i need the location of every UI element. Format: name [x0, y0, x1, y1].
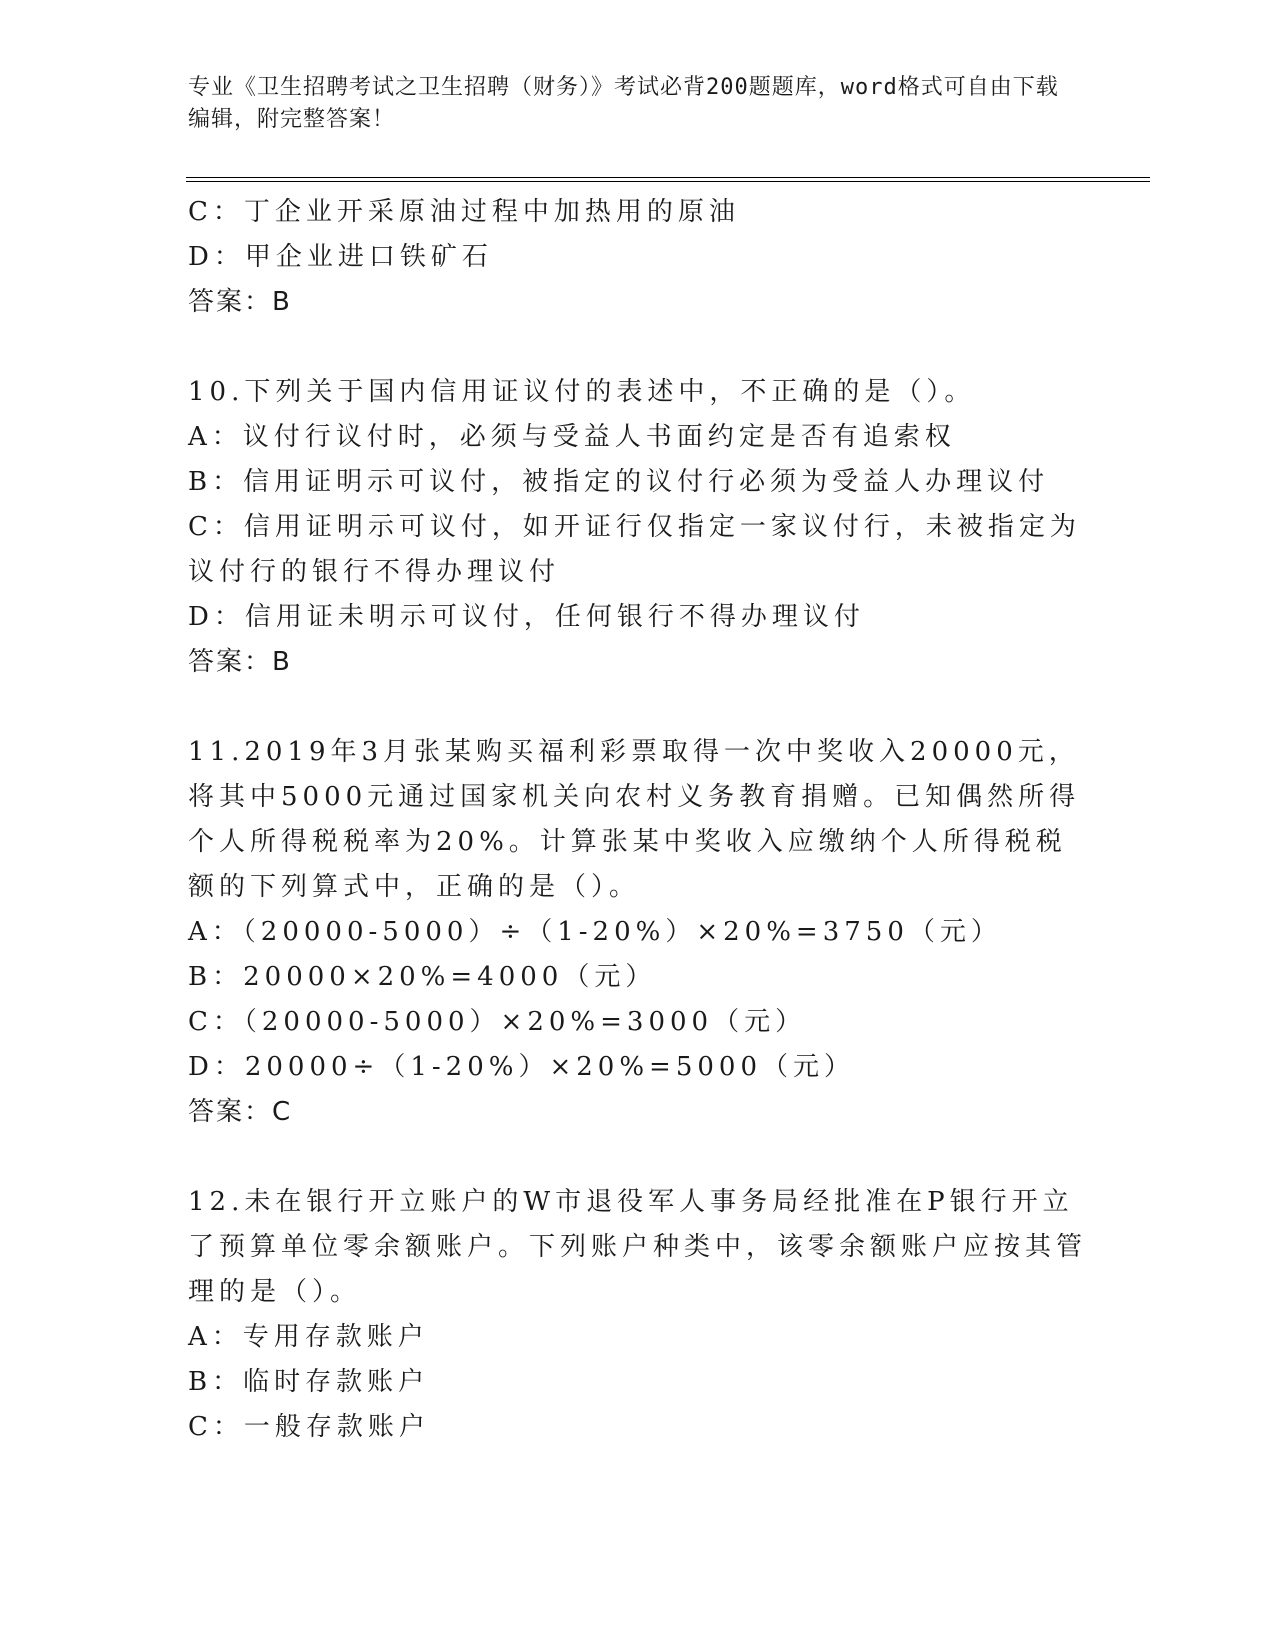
option-b: B：信用证明示可议付，被指定的议付行必须为受益人办理议付	[188, 467, 1050, 497]
option-a: A：议付行议付时，必须与受益人书面约定是否有追索权	[188, 422, 956, 452]
option-c: C：丁企业开采原油过程中加热用的原油	[188, 197, 740, 227]
option-c: C：（20000-5000）×20%=3000（元）	[188, 1007, 807, 1037]
question-stem: 12.未在银行开立账户的W市退役军人事务局经批准在P银行开立了预算单位零余额账户。下列账户种类中，该零余额账户应按其管理的是（）。	[188, 1187, 1088, 1307]
question-content	[188, 190, 1088, 1450]
answer-line: 答案：C	[188, 1097, 293, 1127]
option-d: D：20000÷（1-20%）×20%=5000（元）	[188, 1052, 855, 1082]
option-b: B：20000×20%=4000（元）	[188, 962, 657, 992]
spacer	[188, 1135, 1088, 1180]
question-stem: 10.下列关于国内信用证议付的表述中，不正确的是（）。	[188, 377, 976, 407]
question-stem: 11.2019年3月张某购买福利彩票取得一次中奖收入20000元，将其中5000元通过国家机关向农村义务教育捐赠。已知偶然所得个人所得税税率为20%。计算张某中奖收入应缴纳个人所得税税额的下列算式中，正确的是（）。	[188, 737, 1081, 902]
option-a: A：专用存款账户	[188, 1322, 429, 1352]
answer-line: 答案：B	[188, 287, 292, 317]
answer-line: 答案：B	[188, 647, 292, 677]
document-header: 专业《卫生招聘考试之卫生招聘（财务）》考试必背200题题库，word格式可自由下载编辑，附完整答案！	[188, 75, 1059, 132]
option-a: A：（20000-5000）÷（1-20%）×20%=3750（元）	[188, 917, 1002, 947]
option-c: C：信用证明示可议付，如开证行仅指定一家议付行，未被指定为议付行的银行不得办理议付	[188, 512, 1081, 587]
option-d: D：甲企业进口铁矿石	[188, 242, 493, 272]
spacer	[188, 685, 1088, 730]
option-c: C：一般存款账户	[188, 1412, 430, 1442]
option-b: B：临时存款账户	[188, 1367, 430, 1397]
header-rule-bottom	[186, 181, 1150, 182]
header-rule-top	[186, 177, 1150, 178]
option-d: D：信用证未明示可议付，任何银行不得办理议付	[188, 602, 865, 632]
spacer	[188, 325, 1088, 370]
